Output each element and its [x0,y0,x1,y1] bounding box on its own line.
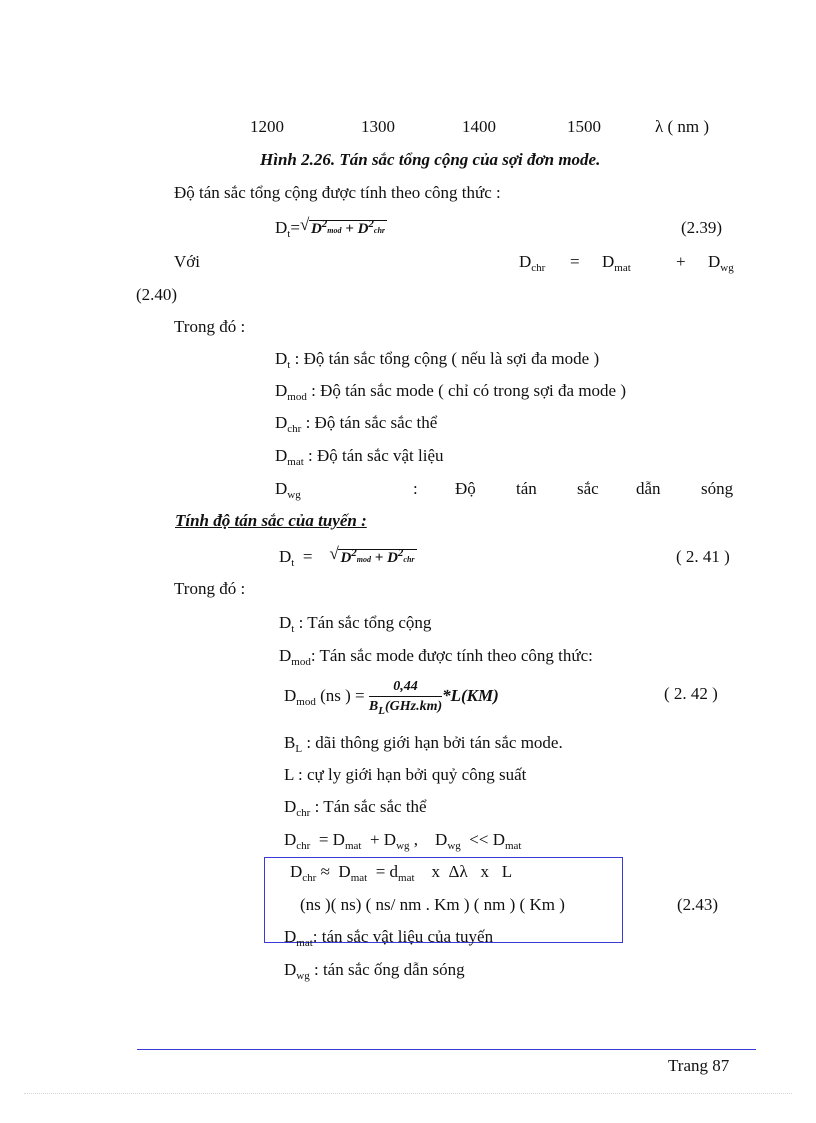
def-dwg-word: sắc [577,479,599,498]
def-l: L : cự ly giới hạn bởi quỷ công suất [284,765,527,784]
figure-caption: Hình 2.26. Tán sắc tổng cộng của sợi đơn mode. [260,150,601,169]
def-dchr: $D_{chr}$ : Độ tán sắc sắc thể [275,413,438,435]
def2-dt: $D_t$ : Tán sắc tổng cộng [279,613,432,635]
where-label-1: Trong đó : [174,317,246,336]
eq-2-40-dchr: $D_{chr}$ [519,252,546,274]
eq-2-40-dwg: $D_{wg}$ [708,252,734,274]
equation-number-2-41: ( 2. 41 ) [676,547,730,566]
def-dwg-word: sóng [701,479,734,498]
def-dwg-word: Độ [455,479,476,498]
def2-dchr: $D_{chr}$ : Tán sắc sắc thể [284,797,427,819]
page-bottom-border [24,1093,792,1094]
def-dmat: $D_{mat}$ : Độ tán sắc vật liệu [275,446,444,468]
eq-2-40-equals: = [570,252,580,271]
eq-2-40-dmat: $D_{mat}$ [602,252,631,274]
axis-tick-1200: 1200 [250,117,284,136]
def-dwg-symbol: $D_{wg}$ [275,479,301,501]
axis-tick-1500: 1500 [567,117,601,136]
footer-rule [137,1049,756,1050]
equation-2-42: $D_{mod}$ (ns ) = $\frac{0,44}{B_L(GHz.km)}$ *L(KM) [284,678,499,717]
axis-tick-1400: 1400 [462,117,496,136]
axis-tick-1300: 1300 [361,117,395,136]
def-dmat-tuyen: $D_{mat}$: tán sắc vật liệu của tuyến [284,927,494,949]
where-label-2: Trong đó : [174,579,246,598]
equation-number-2-43: (2.43) [677,895,719,914]
def-dt: $D_t$ : Độ tán sắc tổng cộng ( nếu là sợi đa mode ) [275,349,600,371]
def-dwg-ong: $D_{wg}$ : tán sắc ống dẫn sóng [284,960,465,982]
equation-number-2-42: ( 2. 42 ) [664,684,718,703]
equation-2-41: $D_t$ = √ $D^2mod + D^2chr$ [279,544,415,569]
equation-2-39: $D_t=$ √ $D^2mod + D^2chr$ [275,215,386,240]
section-heading: Tính độ tán sắc của tuyến : [175,511,367,530]
page-number: Trang 87 [668,1056,730,1075]
def-dwg-word: tán [516,479,537,498]
def-dwg-word: : [413,479,418,498]
fraction-numerator: 0,44 [369,678,442,697]
equation-2-43: $D_{chr} \approx D_{mat} = d_{mat}$ x Δλ x L [290,862,513,884]
voi-label: Với [174,252,200,271]
eq-2-40-plus: + [676,252,686,271]
intro-text: Độ tán sắc tổng cộng được tính theo công thức : [174,183,501,202]
def2-dmod: $D_{mod}$: Tán sắc mode được tính theo công thức: [279,646,593,668]
def-bl: $B_L$ : dãi thông giới hạn bởi tán sắc mode. [284,733,563,755]
equation-number-2-40: (2.40) [136,285,178,304]
relation-dchr: $D_{chr} = D_{mat} + D_{wg}$ , $D_{wg} << D_{mat}$ [284,830,522,852]
def-dmod: $D_{mod}$ : Độ tán sắc mode ( chỉ có trong sợi đa mode ) [275,381,627,403]
equation-number-2-39: (2.39) [681,218,723,237]
equation-2-43-units: (ns )( ns) ( ns/ nm . Km ) ( nm ) ( Km ) [300,895,565,914]
def-dwg-word: dẫn [636,479,661,498]
axis-unit-label: λ ( nm ) [655,117,710,136]
